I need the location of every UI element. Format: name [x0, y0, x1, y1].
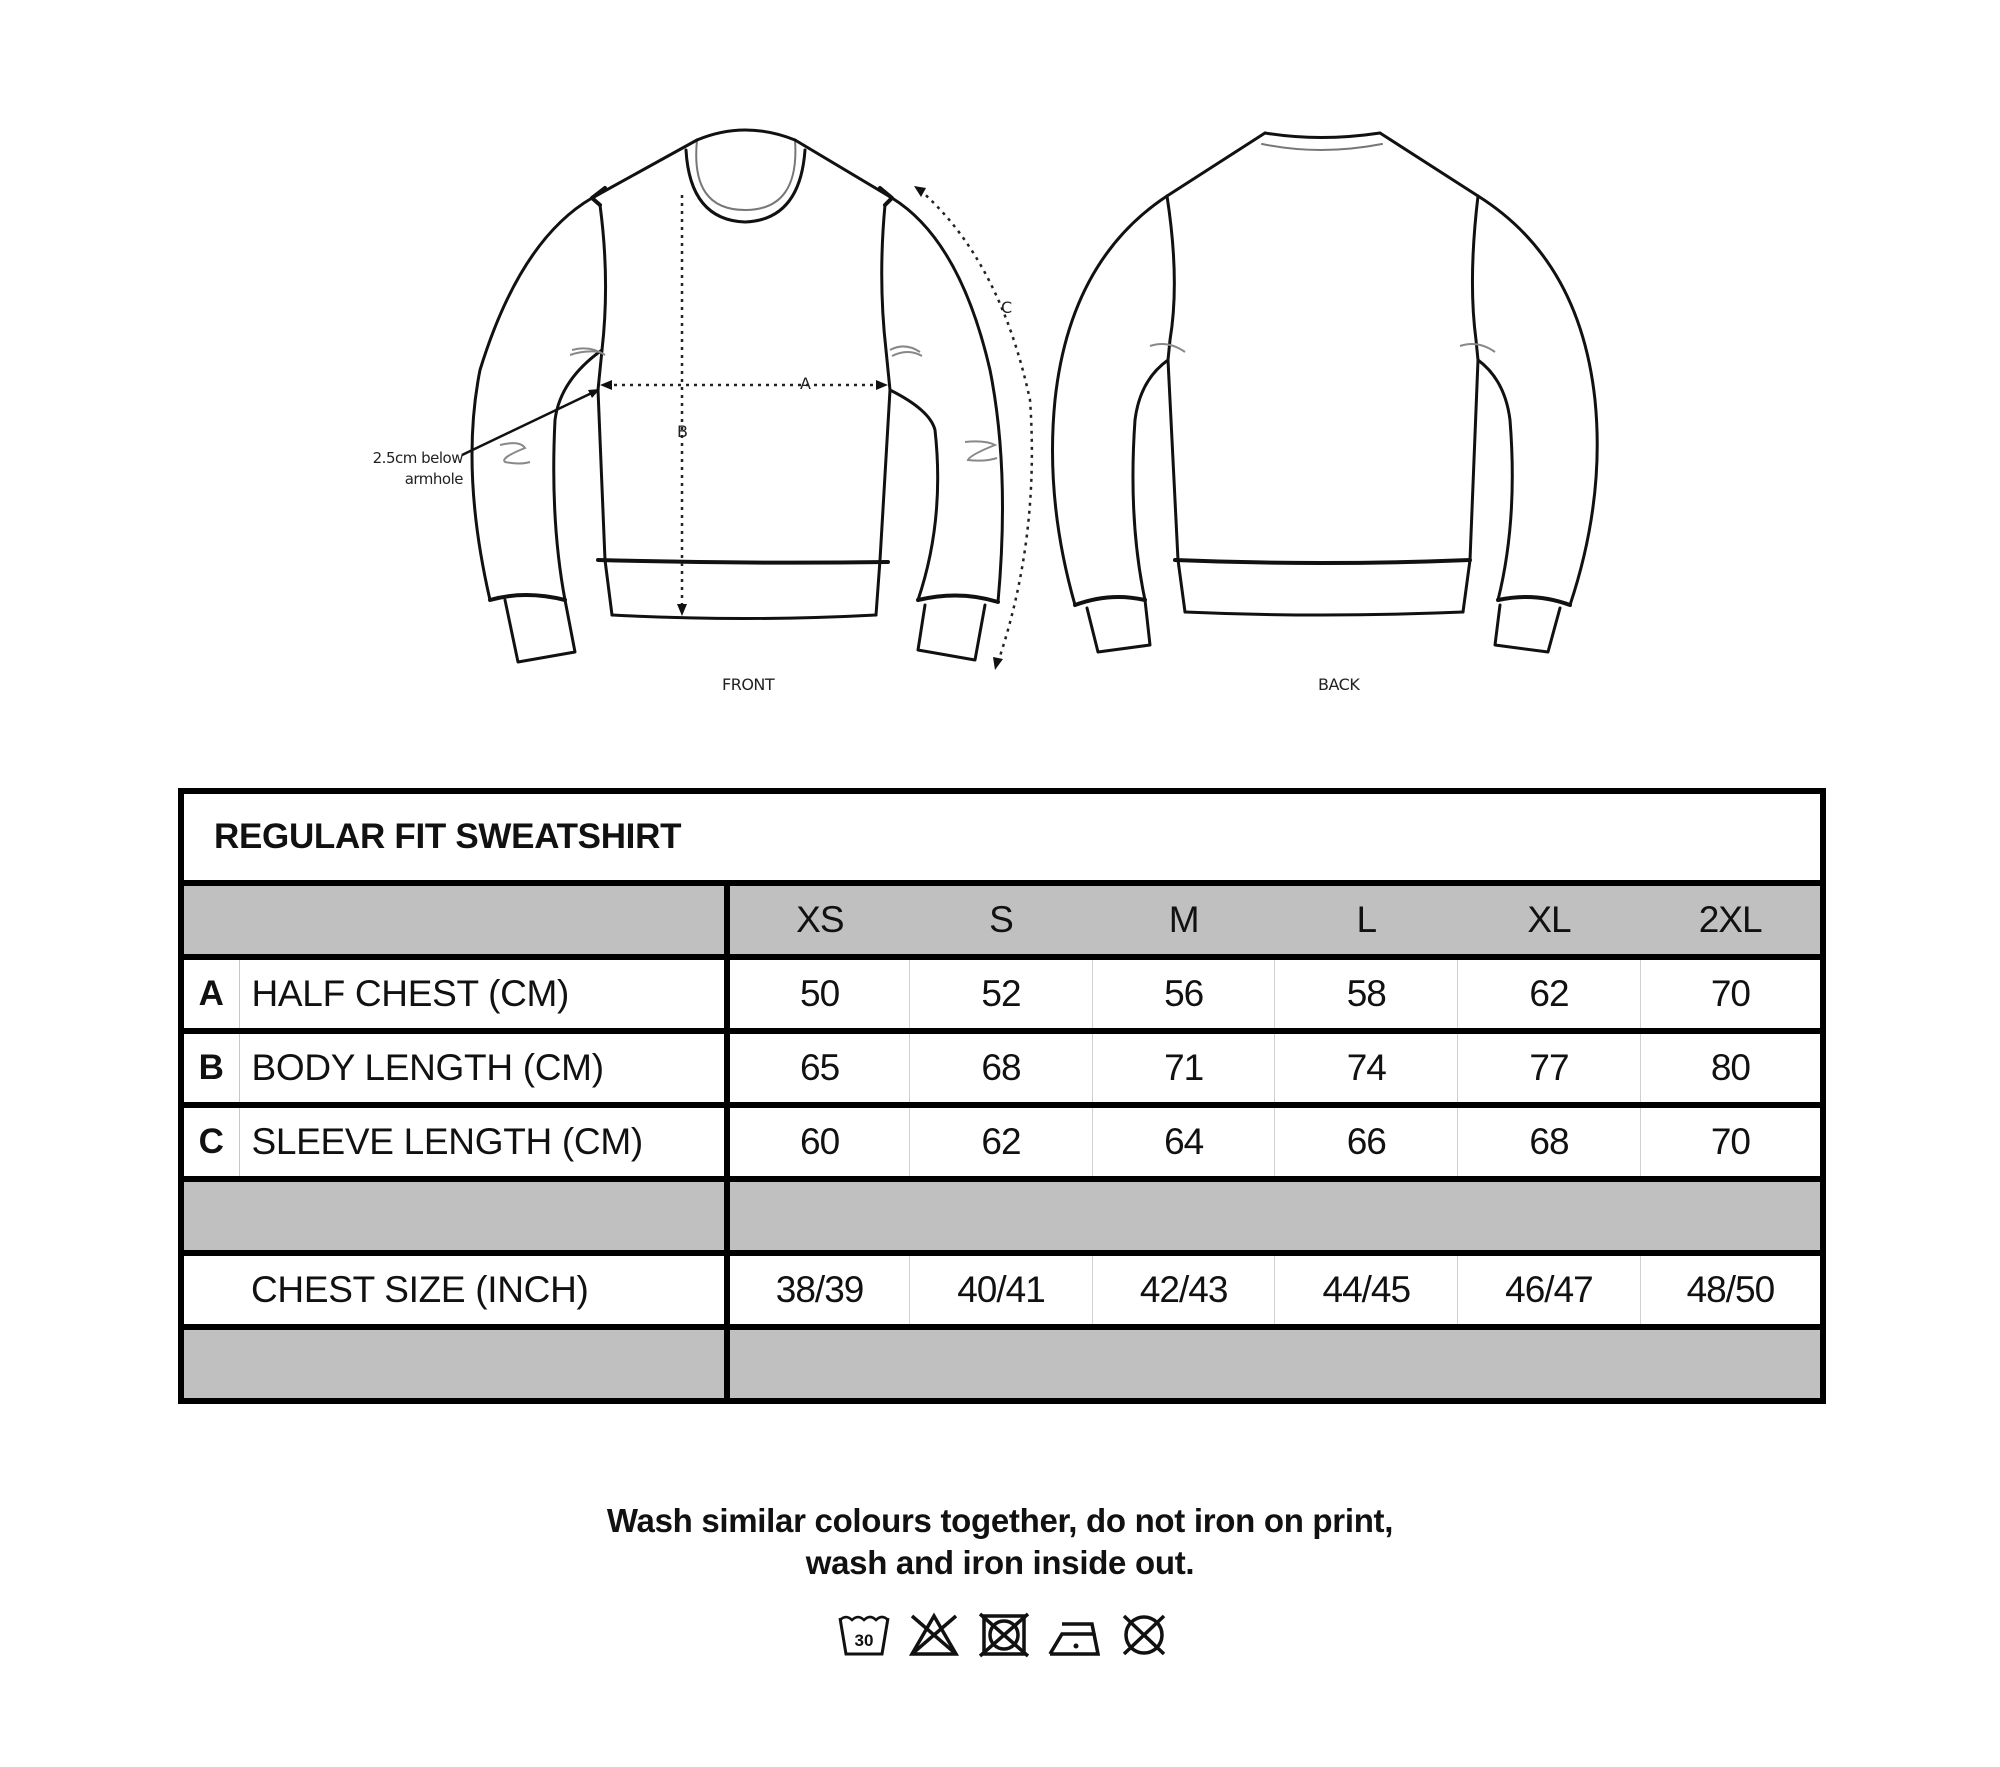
- front-label: FRONT: [722, 675, 775, 694]
- spacer-cell: [181, 1327, 727, 1401]
- measure-c-line: [920, 190, 1032, 665]
- table-row: [181, 1031, 1823, 1105]
- row-letter: C: [181, 1105, 239, 1179]
- table-cell: 70: [1640, 957, 1823, 1031]
- do-not-dry-clean-icon: [1116, 1610, 1172, 1660]
- size-header: XL: [1458, 883, 1641, 957]
- table-cell: 52: [910, 957, 1093, 1031]
- care-line-2: wash and iron inside out.: [805, 1544, 1195, 1581]
- size-header: M: [1092, 883, 1275, 957]
- do-not-tumble-dry-icon: [976, 1610, 1032, 1660]
- spacer-row: [181, 1179, 1823, 1253]
- armhole-note-line1: 2.5cm below: [372, 449, 463, 467]
- garment-diagram: [0, 0, 2000, 760]
- table-cell: 80: [1640, 1031, 1823, 1105]
- table-title-row: [181, 791, 1823, 883]
- row-label: SLEEVE LENGTH (CM): [239, 1105, 727, 1179]
- front-sweatshirt-drawing: [472, 130, 1003, 662]
- table-cell: 65: [727, 1031, 910, 1105]
- size-header-row: [181, 883, 1823, 957]
- row-letter-empty: [181, 1253, 239, 1327]
- table-cell: 77: [1458, 1031, 1641, 1105]
- svg-text:30: 30: [854, 1631, 874, 1650]
- armhole-pointer-line: [462, 390, 598, 455]
- size-chart-table: [178, 788, 1826, 1404]
- row-letter: A: [181, 957, 239, 1031]
- care-line-1: Wash similar colours together, do not iron on print,: [606, 1502, 1394, 1539]
- iron-low-heat-icon: [1046, 1610, 1102, 1660]
- table-cell: 40/41: [910, 1253, 1093, 1327]
- back-sweatshirt-drawing: [1053, 133, 1598, 652]
- measure-b-label: B: [677, 422, 688, 441]
- table-cell: 62: [1458, 957, 1641, 1031]
- table-cell: 60: [727, 1105, 910, 1179]
- table-cell: 44/45: [1275, 1253, 1458, 1327]
- row-label: HALF CHEST (CM): [239, 957, 727, 1031]
- table-cell: 56: [1092, 957, 1275, 1031]
- do-not-bleach-icon: [906, 1610, 962, 1660]
- back-label: BACK: [1318, 675, 1360, 694]
- table-cell: 64: [1092, 1105, 1275, 1179]
- armhole-note-line2: armhole: [404, 470, 463, 488]
- table-cell: 50: [727, 957, 910, 1031]
- spacer-cell: [727, 1327, 1823, 1401]
- sweatshirt-sketch-svg: [0, 0, 2000, 760]
- spacer-row: [181, 1327, 1823, 1401]
- table-cell: 62: [910, 1105, 1093, 1179]
- table-cell: 68: [910, 1031, 1093, 1105]
- table-cell: 58: [1275, 957, 1458, 1031]
- row-letter: B: [181, 1031, 239, 1105]
- size-header: XS: [727, 883, 910, 957]
- row-label: BODY LENGTH (CM): [239, 1031, 727, 1105]
- table-row: [181, 957, 1823, 1031]
- care-symbols: [836, 1610, 1172, 1660]
- table-cell: 48/50: [1640, 1253, 1823, 1327]
- table-cell: 42/43: [1092, 1253, 1275, 1327]
- size-header: S: [910, 883, 1093, 957]
- table-cell: 66: [1275, 1105, 1458, 1179]
- table-title: REGULAR FIT SWEATSHIRT: [181, 791, 1823, 883]
- table-cell: 68: [1458, 1105, 1641, 1179]
- table-cell: 38/39: [727, 1253, 910, 1327]
- armhole-note: [345, 448, 463, 490]
- wash-30-icon: [836, 1610, 892, 1660]
- table-cell: 46/47: [1458, 1253, 1641, 1327]
- table-cell: 71: [1092, 1031, 1275, 1105]
- size-header: 2XL: [1640, 883, 1823, 957]
- spacer-cell: [727, 1179, 1823, 1253]
- header-blank-cell: [181, 883, 727, 957]
- row-label: CHEST SIZE (INCH): [239, 1253, 727, 1327]
- size-header: L: [1275, 883, 1458, 957]
- chest-inch-row: [181, 1253, 1823, 1327]
- spacer-cell: [181, 1179, 727, 1253]
- measure-c-label: C: [1001, 298, 1012, 317]
- table-cell: 70: [1640, 1105, 1823, 1179]
- measure-a-label: A: [800, 374, 811, 393]
- table-cell: 74: [1275, 1031, 1458, 1105]
- table-row: [181, 1105, 1823, 1179]
- care-instructions: [0, 1500, 2000, 1584]
